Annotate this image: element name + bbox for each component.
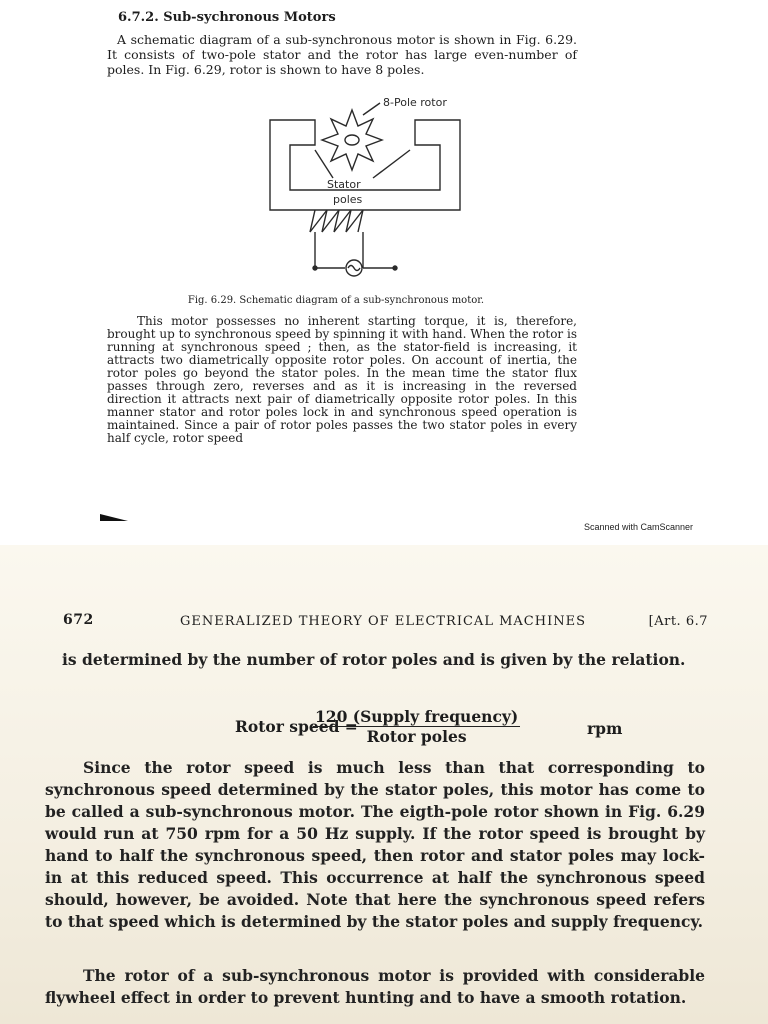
continuation-paragraph (45, 649, 705, 671)
stator-yoke (270, 120, 460, 210)
stator-label-line2: poles (333, 193, 363, 206)
stator-label-line1: Stator (327, 178, 361, 191)
equation-fraction (313, 707, 520, 746)
paragraph-sub-synchronous (45, 757, 705, 933)
top-body-text: This motor possesses no inherent starting torque, it is, therefore, brought up to synchronous speed by spinning it with hand. When the rotor is running at synchronous speed ; then, as the stator-field is increasing, it attracts two diametrically opposite rotor poles. On account of inertia, the rotor poles go beyond the stator poles. In the mean time the stator flux passes through zero, reverses and as it is increasing in the reversed direction it attracts next pair of diametrically opposite rotor poles. In this manner stator and rotor poles lock in and synchronous speed operation is maintained. Since a pair of rotor poles passes the two stator poles in every half cycle, rotor speed (107, 314, 577, 445)
figure-caption-text: Fig. 6.29. Schematic diagram of a sub-synchronous motor. (187, 295, 485, 306)
continuation-text: is determined by the number of rotor poles and is given by the relation. (62, 650, 686, 669)
paragraph-2-text: The rotor of a sub-synchronous motor is provided with considerable flywheel effect in order to prevent hunting and to have a smooth rotation. (45, 966, 705, 1007)
intro-paragraph (107, 32, 577, 77)
intro-text: A schematic diagram of a sub-synchronous motor is shown in Fig. 6.29. It consists of two-pole stator and the rotor has large even-number of poles. In Fig. 6.29, rotor is shown to have 8 poles. (107, 32, 577, 77)
rotor-label: 8-Pole rotor (383, 96, 447, 109)
figure-6-29 (255, 90, 475, 290)
page-edge-shadow (100, 512, 128, 522)
section-title: 6.7.2. Sub-sychronous Motors (118, 10, 336, 25)
article-ref: [Art. 6.7 (648, 614, 708, 629)
equation-numerator: 120 (Supply frequency) (315, 707, 519, 726)
top-body-paragraph (107, 315, 577, 445)
bottom-scanned-page (0, 545, 768, 1024)
equation-lhs: Rotor speed = (235, 717, 358, 736)
stator-coil (310, 210, 363, 232)
rotor-star (322, 110, 382, 170)
scanner-watermark: Scanned with CamScanner (583, 522, 693, 532)
equation-denominator: Rotor poles (366, 727, 467, 746)
running-title: GENERALIZED THEORY OF ELECTRICAL MACHINES (180, 614, 586, 629)
running-header (63, 612, 708, 632)
paragraph-1-text: Since the rotor speed is much less than that corresponding to synchronous speed determined by the stator poles, this motor has come to be called a sub-synchronous motor. The eigth-pole rotor shown in Fig. 6.29 would run at 750 rpm for a 50 Hz supply. If the rotor speed is brought by hand to half the synchronous speed, then rotor and stator poles may lock-in at this reduced speed. This occurrence at half the synchronous speed should, however, be avoided. Note that here the synchronous speed refers to that speed which is determined by the stator poles and supply frequency. (45, 758, 705, 931)
paragraph-flywheel (45, 965, 705, 1009)
equation-unit: rpm (587, 719, 623, 738)
page-number: 672 (63, 612, 94, 628)
rotor-pointer (363, 103, 380, 115)
figure-caption (0, 295, 768, 306)
motor-schematic (255, 90, 475, 290)
